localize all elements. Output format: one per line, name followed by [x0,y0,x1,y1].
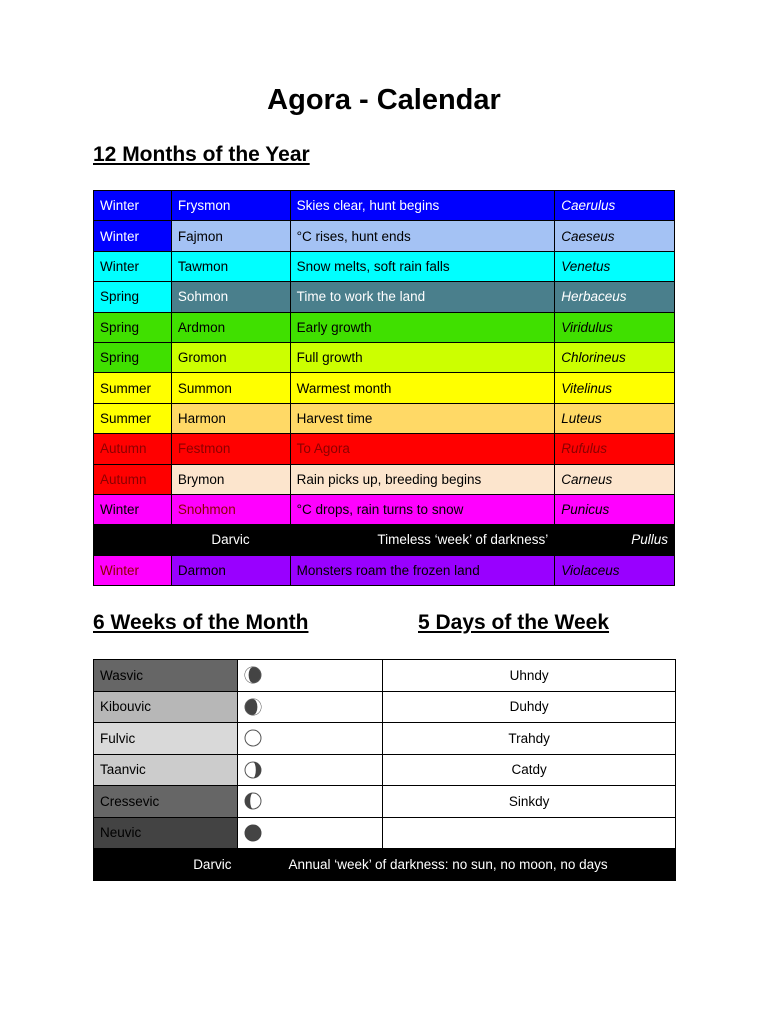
month-description: Monsters roam the frozen land [290,555,555,585]
darvic-color-name: Pullus [555,525,675,555]
day-name: Uhndy [383,660,676,692]
week-row [94,660,676,692]
month-name: Brymon [171,464,290,494]
month-row [94,464,675,494]
darvic-row [94,525,675,555]
month-name: Frysmon [171,191,290,221]
month-name: Snohmon [171,494,290,524]
days-heading: 5 Days of the Week [418,611,610,634]
month-color-name: Venetus [555,251,675,281]
week-name: Kibouvic [94,691,238,723]
day-name: Sinkdy [383,786,676,818]
full-moon-icon [244,730,262,745]
month-color-name: Luteus [555,403,675,433]
weeks-heading: 6 Weeks of the Month [93,611,309,634]
week-name: Neuvic [94,817,238,849]
month-name: Ardmon [171,312,290,342]
month-description: Rain picks up, breeding begins [290,464,555,494]
month-color-name: Punicus [555,494,675,524]
months-table [93,190,675,586]
day-name: Catdy [383,754,676,786]
week-moon-cell [238,723,383,755]
months-heading: 12 Months of the Year [93,143,310,166]
month-name: Gromon [171,342,290,372]
month-row [94,342,675,372]
month-row [94,251,675,281]
month-color-name: Caeseus [555,221,675,251]
month-color-name: Chlorineus [555,342,675,372]
month-season: Winter [94,251,172,281]
week-row [94,754,676,786]
weeks-darvic-row [94,849,676,881]
new-moon-icon [244,824,262,839]
month-name: Summon [171,373,290,403]
week-row [94,817,676,849]
month-season: Winter [94,191,172,221]
month-season: Spring [94,312,172,342]
month-name: Festmon [171,434,290,464]
darvic-name: Darvic [94,525,291,555]
month-name: Fajmon [171,221,290,251]
week-moon-cell [238,660,383,692]
month-description: °C rises, hunt ends [290,221,555,251]
waning-crescent-icon [244,793,262,808]
month-description: °C drops, rain turns to snow [290,494,555,524]
month-description: Full growth [290,342,555,372]
page-title: Agora - Calendar [267,84,501,116]
month-row [94,373,675,403]
week-row [94,691,676,723]
waxing-gibbous-icon [244,698,262,713]
month-season: Winter [94,555,172,585]
week-name: Cressevic [94,786,238,818]
month-color-name: Herbaceus [555,282,675,312]
waning-gibbous-icon [244,667,262,682]
month-description: Early growth [290,312,555,342]
month-description: To Agora [290,434,555,464]
month-row [94,403,675,433]
month-season: Summer [94,403,172,433]
month-name: Sohmon [171,282,290,312]
month-row [94,434,675,464]
day-name: Duhdy [383,691,676,723]
month-description: Skies clear, hunt begins [290,191,555,221]
week-moon-cell [238,691,383,723]
month-description: Harvest time [290,403,555,433]
week-name: Wasvic [94,660,238,692]
month-row [94,191,675,221]
month-color-name: Vitelinus [555,373,675,403]
weeks-days-table [93,659,676,881]
weeks-darvic-name: Darvic [94,849,238,881]
day-name [383,817,676,849]
month-season: Winter [94,494,172,524]
week-name: Taanvic [94,754,238,786]
month-color-name: Rufulus [555,434,675,464]
month-season: Summer [94,373,172,403]
month-season: Autumn [94,464,172,494]
month-name: Harmon [171,403,290,433]
month-color-name: Violaceus [555,555,675,585]
weeks-darvic-description: Annual ‘week’ of darkness: no sun, no moon, no days [238,849,676,881]
month-season: Autumn [94,434,172,464]
month-name: Tawmon [171,251,290,281]
month-color-name: Carneus [555,464,675,494]
month-season: Spring [94,342,172,372]
week-row [94,786,676,818]
darvic-description: Timeless ‘week’ of darkness’ [290,525,555,555]
week-row [94,723,676,755]
month-color-name: Caerulus [555,191,675,221]
month-description: Snow melts, soft rain falls [290,251,555,281]
month-name: Darmon [171,555,290,585]
month-row [94,282,675,312]
month-season: Spring [94,282,172,312]
month-row [94,555,675,585]
week-moon-cell [238,754,383,786]
month-description: Time to work the land [290,282,555,312]
month-row [94,312,675,342]
month-row [94,494,675,524]
month-description: Warmest month [290,373,555,403]
week-moon-cell [238,786,383,818]
month-color-name: Viridulus [555,312,675,342]
waxing-crescent-icon [244,761,262,776]
day-name: Trahdy [383,723,676,755]
week-moon-cell [238,817,383,849]
month-season: Winter [94,221,172,251]
month-row [94,221,675,251]
week-name: Fulvic [94,723,238,755]
